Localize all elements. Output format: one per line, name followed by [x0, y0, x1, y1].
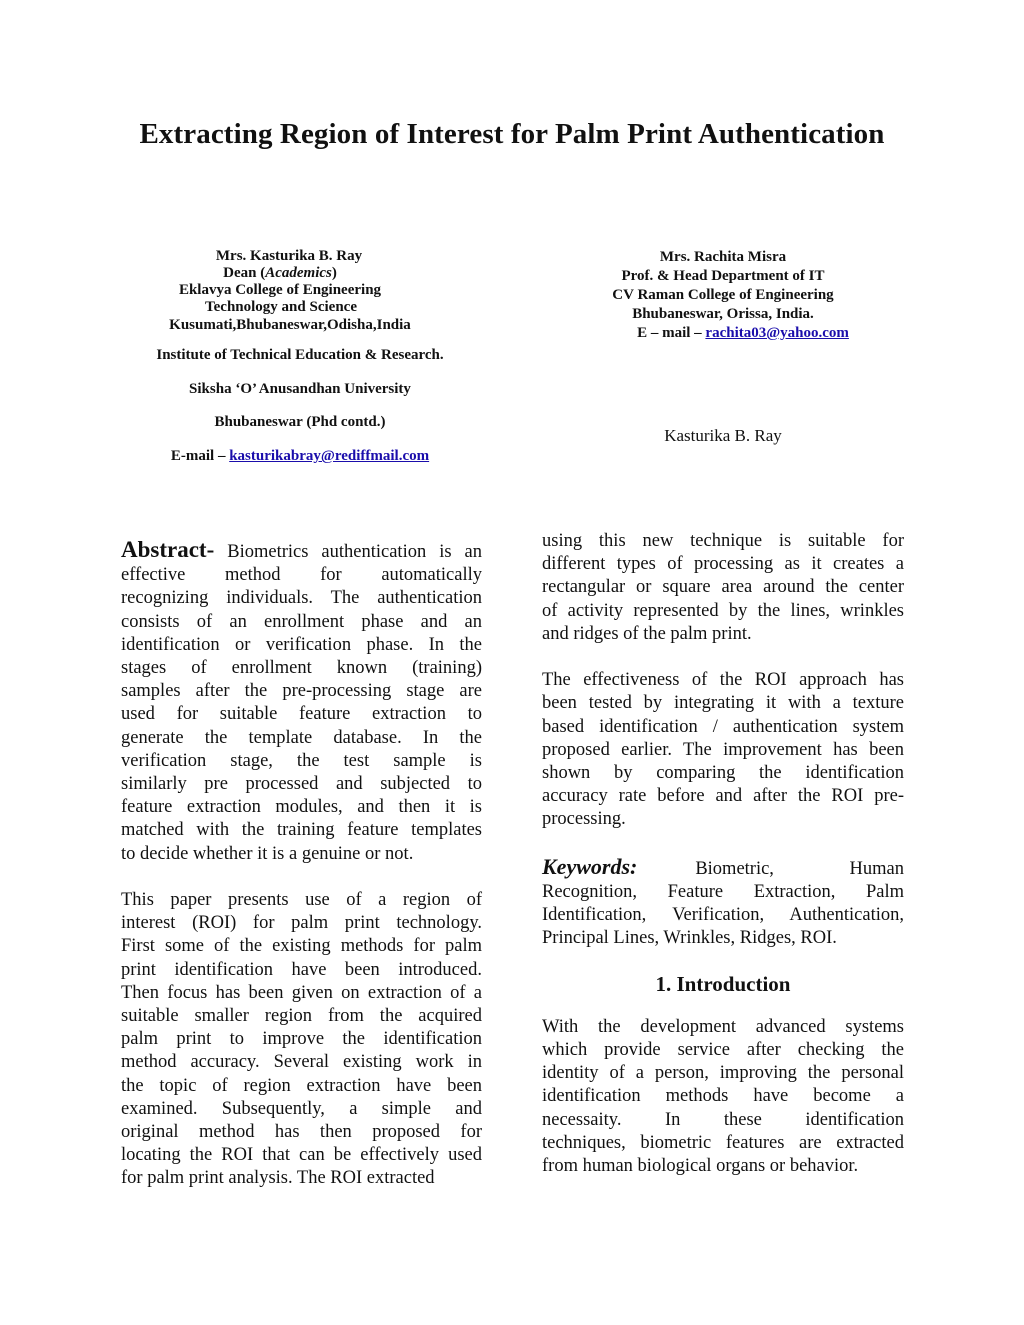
- text-line: [542, 1155, 904, 1178]
- text-line: [542, 1132, 904, 1155]
- text-line: [542, 576, 904, 599]
- text-line: [542, 716, 904, 739]
- author2-name: Mrs. Rachita Misra: [659, 249, 787, 265]
- text-line-content: different types of processing as it creates a: [542, 554, 904, 575]
- text-line: [542, 904, 904, 927]
- author2-block: [573, 249, 873, 342]
- text-line: [121, 680, 482, 703]
- text-line: [121, 1144, 482, 1167]
- text-line: [542, 623, 904, 646]
- text-line-content: consists of an enrollment phase and an: [121, 611, 482, 632]
- text-line-content: for palm print analysis. The ROI extracted: [121, 1168, 435, 1189]
- text-line-content: With the development advanced systems: [542, 1016, 904, 1037]
- author1-name: Mrs. Kasturika B. Ray: [215, 248, 363, 264]
- text-line-content: which provide service after checking the: [542, 1040, 904, 1061]
- text-line-content: locating the ROI that can be effectively used: [121, 1145, 482, 1166]
- text-line-content: the topic of region extraction have been: [121, 1075, 482, 1096]
- text-line-content: and ridges of the palm print.: [542, 623, 752, 644]
- text-line-content: First some of the existing methods for palm: [121, 936, 482, 957]
- text-line-content: proposed earlier. The improvement has been: [542, 739, 904, 760]
- text-line-content: The effectiveness of the ROI approach has: [542, 670, 904, 691]
- text-line-content: matched with the training feature templates: [121, 820, 482, 841]
- text-line-content: original method has then proposed for: [121, 1122, 482, 1143]
- author2-email-link[interactable]: rachita03@yahoo.com: [705, 325, 849, 341]
- text-line: [542, 1109, 904, 1132]
- text-line-content: shown by comparing the identification: [542, 763, 904, 784]
- text-line: [542, 739, 904, 762]
- text-line-content: identity of a person, improving the personal: [542, 1063, 904, 1084]
- author2-role: Prof. & Head Department of IT: [621, 268, 825, 284]
- text-line: [121, 611, 482, 634]
- text-line-content: rectangular or square area around the center: [542, 577, 904, 598]
- text-line-content: feature extraction modules, and then it is: [121, 797, 482, 818]
- author1-dean: [135, 265, 425, 282]
- text-line: [121, 538, 482, 564]
- text-line: [121, 1098, 482, 1121]
- text-line-content: similarly pre processed and subjected to: [121, 774, 482, 795]
- text-line-content: print identification have been introduced.: [121, 959, 482, 980]
- text-line: [542, 855, 904, 881]
- text-line-content: This paper presents use of a region of: [121, 890, 482, 911]
- text-line: [542, 785, 904, 808]
- text-line-content: Biometrics authentication is an: [214, 542, 482, 562]
- author2-location: Bhubaneswar, Orissa, India.: [632, 306, 814, 322]
- text-line: [121, 750, 482, 773]
- text-line: [542, 881, 904, 904]
- author2-email-label: E – mail –: [637, 325, 706, 341]
- author1-dean-prefix: Dean (: [223, 265, 266, 281]
- text-line-content: suitable smaller region from the acquired: [121, 1006, 482, 1027]
- text-line-content: stages of enrollment known (training): [121, 658, 482, 679]
- left-column: [121, 538, 482, 1191]
- text-line: [542, 692, 904, 715]
- text-line-content: identification methods have become a: [542, 1086, 904, 1107]
- text-line-content: samples after the pre-processing stage are: [121, 681, 482, 702]
- text-line: [542, 762, 904, 785]
- text-line: [542, 1062, 904, 1085]
- text-line-content: using this new technique is suitable for: [542, 531, 904, 551]
- text-line-content: palm print to improve the identification: [121, 1029, 482, 1050]
- text-line: [542, 808, 904, 831]
- text-line-content: used for suitable feature extraction to: [121, 704, 482, 725]
- text-line-content: Then focus has been given on extraction of a: [121, 982, 482, 1003]
- abstract-paragraph: [121, 538, 482, 866]
- text-line: [121, 1075, 482, 1098]
- text-line: [542, 553, 904, 576]
- author1-block: [155, 248, 425, 334]
- text-line-content: from human biological organs or behavior.: [542, 1156, 859, 1177]
- text-line: [121, 1121, 482, 1144]
- text-line-content: recognizing individuals. The authentication: [121, 588, 482, 609]
- text-line-content: been tested by integrating it with a texture: [542, 693, 904, 714]
- right-column: [542, 530, 904, 1178]
- text-line-content: accuracy rate before and after the ROI pre-: [542, 786, 904, 807]
- text-line: [542, 1039, 904, 1062]
- author1-phd: Bhubaneswar (Phd contd.): [214, 414, 386, 430]
- text-line-content: examined. Subsequently, a simple and: [121, 1098, 482, 1119]
- text-line: [121, 819, 482, 842]
- text-line: [121, 587, 482, 610]
- author1-university: Siksha ‘O’ Anusandhan University: [189, 381, 411, 397]
- text-line: [121, 564, 482, 587]
- author1-dean-role: Academics: [265, 265, 332, 281]
- author-byline: Kasturika B. Ray: [664, 426, 782, 445]
- text-line-content: interest (ROI) for palm print technology.: [121, 913, 482, 934]
- text-line-content: Biometric, Human: [695, 858, 904, 879]
- text-line: [121, 1028, 482, 1051]
- paper-title: Extracting Region of Interest for Palm Print Authentication: [139, 118, 885, 150]
- text-line: [542, 530, 904, 553]
- text-line: [121, 773, 482, 796]
- text-line: [542, 1085, 904, 1108]
- text-line: [542, 600, 904, 623]
- text-line-content: effective method for automatically: [121, 565, 482, 586]
- keywords-paragraph: [542, 855, 904, 951]
- abstract-label: Abstract-: [121, 537, 215, 562]
- author2-email-line: [613, 325, 873, 342]
- text-line-content: to decide whether it is a genuine or not.: [121, 843, 414, 864]
- keywords-label: Keywords:: [542, 853, 638, 879]
- text-line: [121, 1051, 482, 1074]
- text-line: [542, 1016, 904, 1039]
- author1-email-link[interactable]: kasturikabray@rediffmail.com: [229, 448, 430, 464]
- text-line: [121, 935, 482, 958]
- text-line: [121, 959, 482, 982]
- effectiveness-paragraph: [542, 669, 904, 831]
- introduction-paragraph: [542, 1016, 904, 1178]
- author1-email-line: [100, 448, 500, 465]
- text-line: [121, 634, 482, 657]
- abstract-paragraph-2: [121, 889, 482, 1191]
- author1-location: Kusumati,Bhubaneswar,Odisha,India: [169, 317, 411, 333]
- text-line: [121, 1167, 482, 1190]
- text-line-content: method accuracy. Several existing work in: [121, 1052, 482, 1073]
- text-line: [121, 912, 482, 935]
- text-line: [121, 843, 482, 866]
- text-line: [121, 1005, 482, 1028]
- text-line-content: identification or verification phase. In the: [121, 634, 482, 655]
- text-line-content: necessaity. In these identification: [542, 1109, 904, 1130]
- author2-college: CV Raman College of Engineering: [612, 287, 834, 303]
- text-line: [121, 982, 482, 1005]
- text-line-content: Principal Lines, Wrinkles, Ridges, ROI.: [542, 928, 837, 949]
- text-line: [121, 727, 482, 750]
- text-line: [121, 796, 482, 819]
- text-line-content: of activity represented by the lines, wrinkles: [542, 600, 904, 621]
- text-line: [542, 669, 904, 692]
- text-line: [121, 703, 482, 726]
- author1-college1: Eklavya College of Engineering: [178, 282, 382, 298]
- text-line: [121, 657, 482, 680]
- abstract-continuation: [542, 530, 904, 646]
- text-line-content: processing.: [542, 809, 626, 830]
- text-line-content: generate the template database. In the: [121, 727, 482, 748]
- text-line-content: Recognition, Feature Extraction, Palm: [542, 882, 904, 903]
- author1-college2: Technology and Science: [205, 299, 357, 315]
- author1-email-label: E-mail –: [170, 448, 230, 464]
- text-line-content: techniques, biometric features are extracted: [542, 1132, 904, 1153]
- text-line-content: based identification / authentication system: [542, 716, 904, 737]
- section-heading-introduction: 1. Introduction: [655, 971, 791, 996]
- author1-institute: Institute of Technical Education & Research.: [156, 347, 444, 363]
- author1-dean-suffix: ): [331, 265, 337, 281]
- text-line: [542, 927, 904, 950]
- text-line-content: verification stage, the test sample is: [121, 750, 482, 771]
- text-line-content: Identification, Verification, Authentication,: [542, 905, 904, 926]
- text-line: [121, 889, 482, 912]
